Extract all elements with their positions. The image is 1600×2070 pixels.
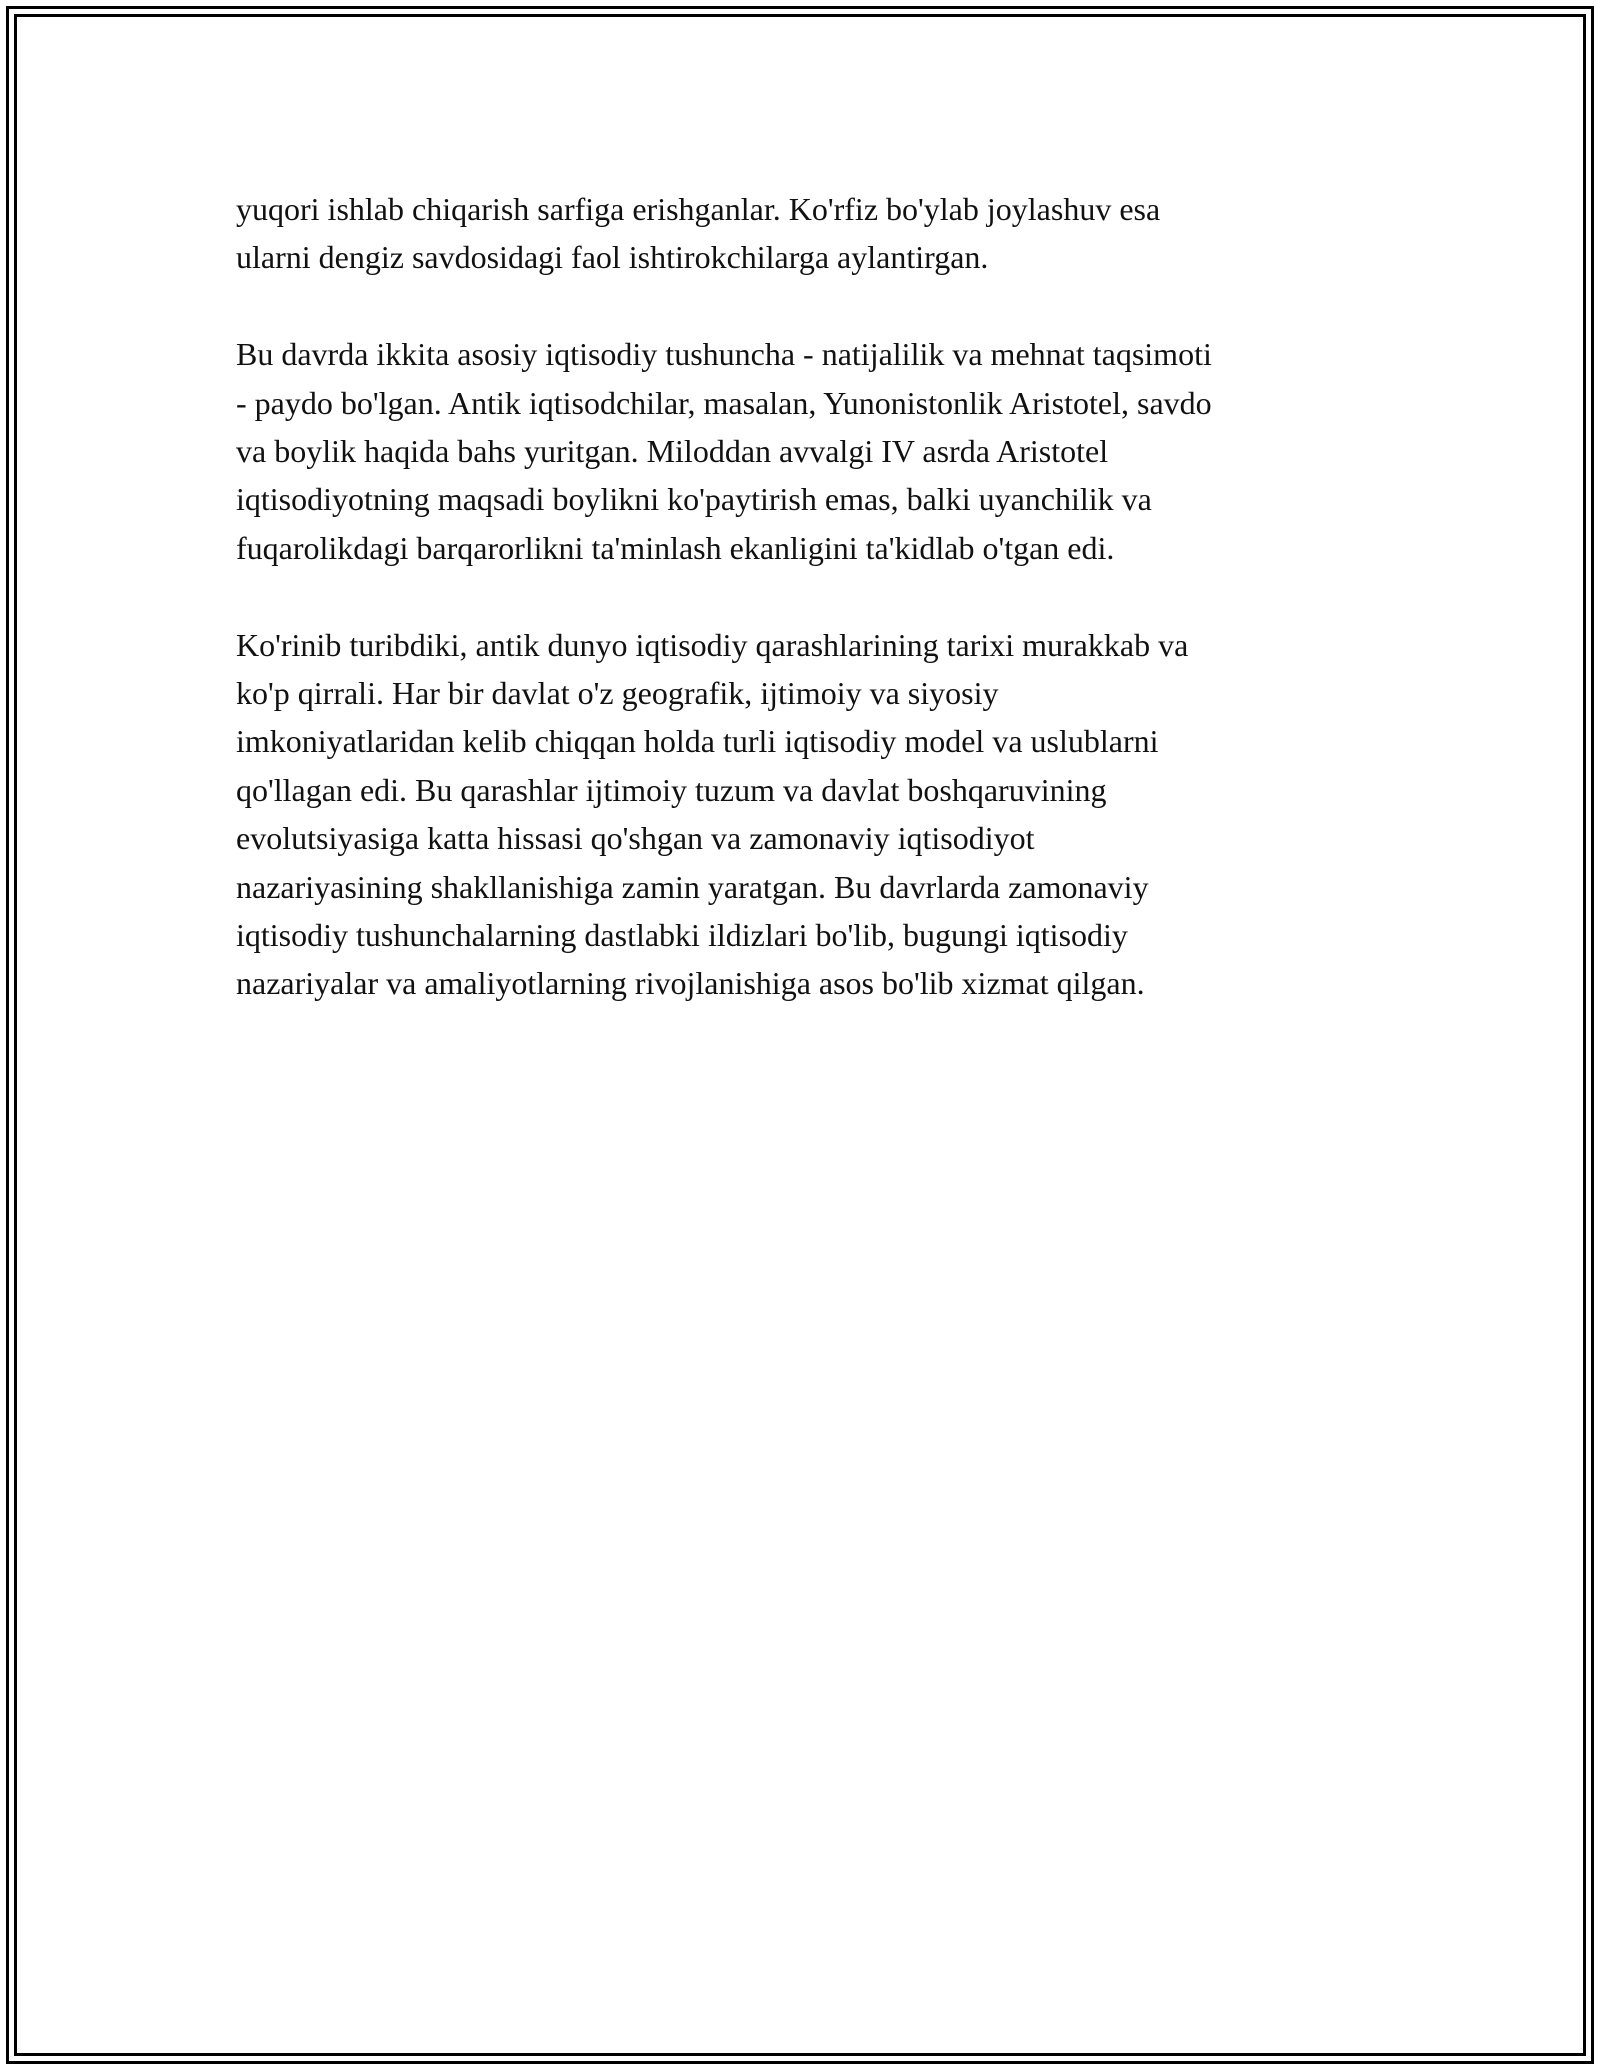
text-line: ko'p qirrali. Har bir davlat o'z geografik, ijtimoiy va siyosiy — [236, 675, 999, 712]
text-line: nazariyasining shakllanishiga zamin yaratgan. Bu davrlarda zamonaviy — [236, 868, 1149, 905]
text-line: evolutsiyasiga katta hissasi qo'shgan va zamonaviy iqtisodiyot — [236, 820, 1035, 857]
text-line: Ko'rinib turibdiki, antik dunyo iqtisodiy qarashlarining tarixi murakkab va — [236, 626, 1189, 663]
text-line: nazariyalar va amaliyotlarning rivojlanishiga asos bo'lib xizmat qilgan. — [236, 965, 1145, 1002]
text-line: qo'llagan edi. Bu qarashlar ijtimoiy tuzum va davlat boshqaruvining — [236, 771, 1107, 808]
text-line: - paydo bo'lgan. Antik iqtisodchilar, masalan, Yunonistonlik Aristotel, savdo — [236, 384, 1212, 421]
text-line: ularni dengiz savdosidagi faol ishtirokchilarga aylantirgan. — [236, 239, 989, 276]
text-line: iqtisodiy tushunchalarning dastlabki ildizlari bo'lib, bugungi iqtisodiy — [236, 917, 1128, 954]
text-line: imkoniyatlaridan kelib chiqqan holda turli iqtisodiy model va uslublarni — [236, 723, 1159, 760]
document-body — [236, 185, 1386, 1056]
paragraph-3 — [236, 621, 1386, 1008]
text-line: va boylik haqida bahs yuritgan. Miloddan avvalgi IV asrda Aristotel — [236, 433, 1109, 470]
paragraph-2 — [236, 330, 1386, 572]
text-line: iqtisodiyotning maqsadi boylikni ko'paytirish emas, balki uyanchilik va — [236, 481, 1152, 518]
text-line: yuqori ishlab chiqarish sarfiga erishganlar. Ko'rfiz bo'ylab joylashuv esa — [236, 191, 1161, 227]
text-line: Bu davrda ikkita asosiy iqtisodiy tushuncha - natijalilik va mehnat taqsimoti — [236, 336, 1212, 373]
text-line: fuqarolikdagi barqarorlikni ta'minlash ekanligini ta'kidlab o'tgan edi. — [236, 529, 1115, 566]
paragraph-1 — [236, 185, 1386, 282]
